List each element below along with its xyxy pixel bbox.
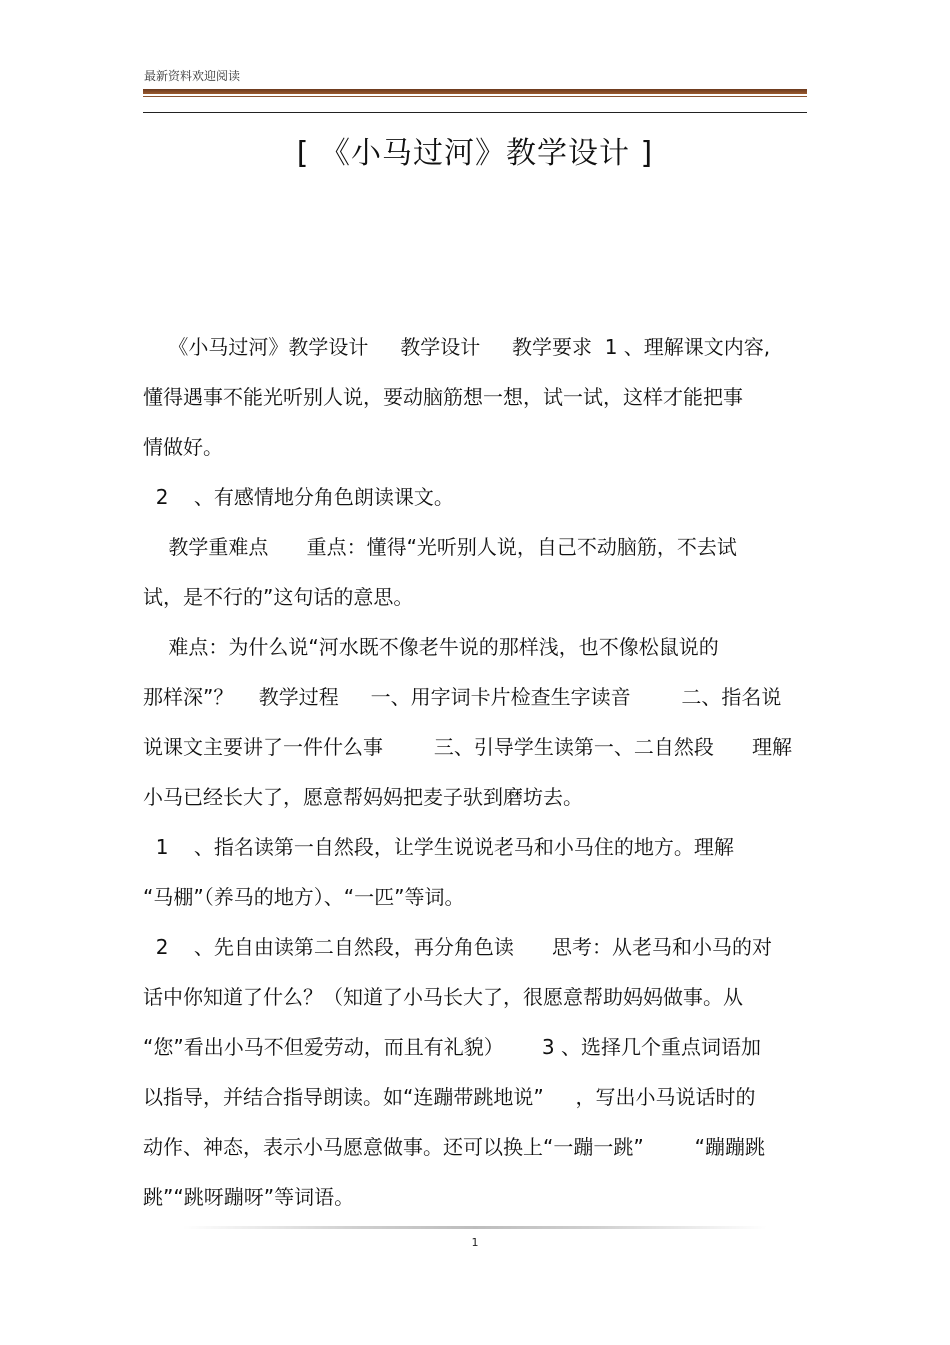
document-title: [ 《小马过河》教学设计 ]	[296, 136, 654, 171]
text-line: 《小马过河》教学设计 教学设计 教学要求 1 、理解课文内容,	[143, 335, 771, 359]
text-line: 试，是不行的”这句话的意思。	[143, 585, 414, 609]
text-line: 教学重难点 重点：懂得“光听别人说，自己不动脑筋，不去试	[143, 535, 737, 559]
text-line: 跳”“跳呀蹦呀”等词语。	[143, 1185, 355, 1209]
text-line: 那样深”？ 教学过程 一、用字词卡片检查生字读音 二、指名说	[143, 685, 782, 709]
header-rule-thin	[143, 96, 807, 97]
text-line: 2 、先自由读第二自然段，再分角色读 思考：从老马和小马的对	[143, 935, 773, 959]
header-rule-thick	[143, 89, 807, 94]
text-line: “您”看出小马不但爱劳动，而且有礼貌） 3 、选择几个重点词语加	[143, 1035, 761, 1059]
text-line: 1 、指名读第一自然段，让学生说说老马和小马住的地方。理解	[143, 835, 734, 859]
text-line: 懂得遇事不能光听别人说，要动脑筋想一想，试一试，这样才能把事	[143, 385, 743, 409]
text-line: “马棚”（养马的地方）、“一匹”等词。	[143, 885, 465, 909]
header-rule-bottom	[143, 112, 807, 113]
page-number: 1	[471, 1236, 479, 1249]
text-line: 话中你知道了什么？（知道了小马长大了，很愿意帮助妈妈做事。从	[143, 985, 743, 1009]
text-line: 以指导，并结合指导朗读。如“连蹦带跳地说” ，写出小马说话时的	[143, 1085, 756, 1109]
text-line: 情做好。	[143, 435, 223, 459]
footer-rule	[183, 1226, 767, 1229]
body-text	[143, 322, 807, 1222]
text-line: 小马已经长大了，愿意帮妈妈把麦子驮到磨坊去。	[143, 785, 583, 809]
running-header: 最新资料欢迎阅读	[144, 69, 241, 83]
text-line: 2 、有感情地分角色朗读课文。	[143, 485, 454, 509]
text-line: 说课文主要讲了一件什么事 三、引导学生读第一、二自然段 理解	[143, 735, 793, 759]
text-line: 动作、神态，表示小马愿意做事。还可以换上“一蹦一跳” “蹦蹦跳	[143, 1135, 765, 1159]
text-line: 难点：为什么说“河水既不像老牛说的那样浅，也不像松鼠说的	[143, 635, 719, 659]
